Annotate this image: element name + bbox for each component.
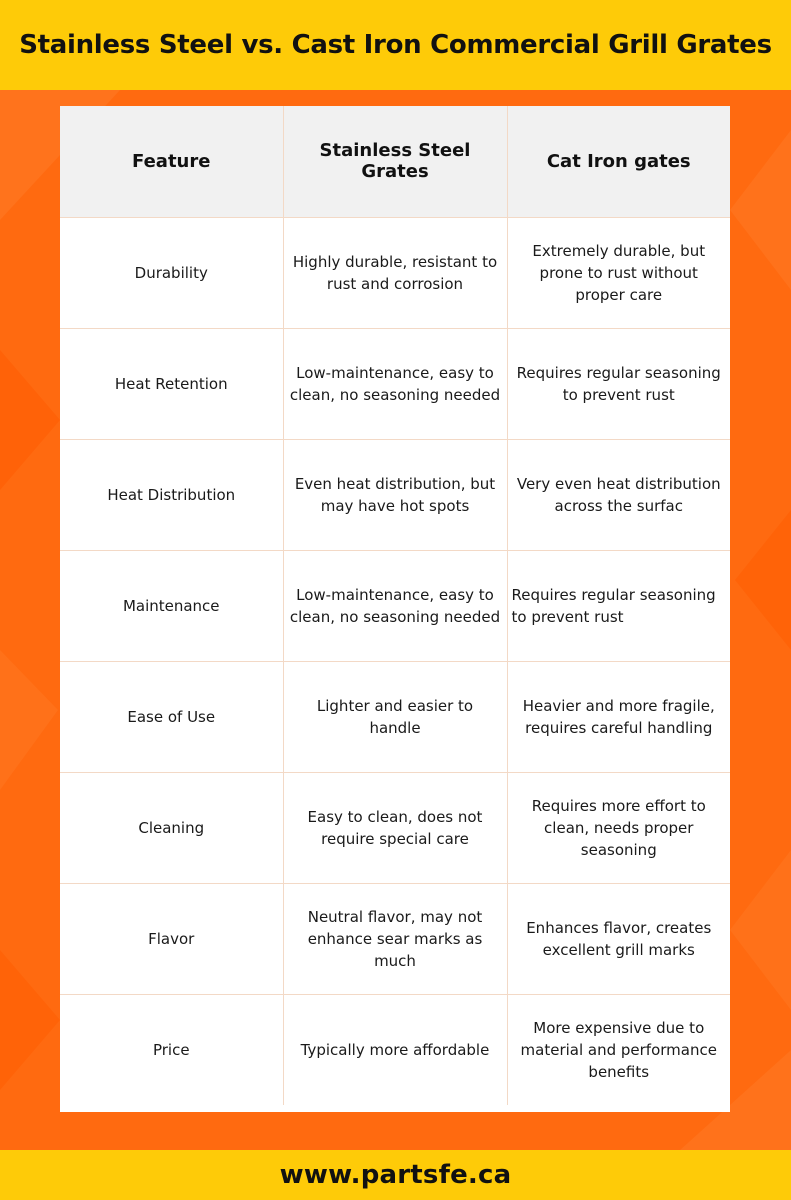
table-row xyxy=(60,550,730,661)
table-row xyxy=(60,217,730,328)
feature-cell: Price xyxy=(60,994,283,1105)
feature-cell: Maintenance xyxy=(60,550,283,661)
website-url[interactable]: www.partsfe.ca xyxy=(279,1160,512,1190)
feature-cell: Durability xyxy=(60,217,283,328)
feature-cell: Heat Retention xyxy=(60,328,283,439)
feature-cell: Ease of Use xyxy=(60,661,283,772)
footer-bar xyxy=(0,1150,791,1200)
page-title: Stainless Steel vs. Cast Iron Commercial Grill Grates xyxy=(19,30,772,60)
cast-iron-cell: Very even heat distribution across the surfac xyxy=(507,439,730,550)
cast-iron-cell: Extremely durable, but prone to rust without proper care xyxy=(507,217,730,328)
cast-iron-cell: Enhances flavor, creates excellent grill marks xyxy=(507,883,730,994)
feature-cell: Cleaning xyxy=(60,772,283,883)
table-row xyxy=(60,661,730,772)
stainless-cell: Typically more affordable xyxy=(283,994,507,1105)
comparison-table xyxy=(60,106,730,1105)
feature-cell: Heat Distribution xyxy=(60,439,283,550)
column-header-stainless: Stainless Steel Grates xyxy=(283,106,507,217)
column-header-cast-iron: Cat Iron gates xyxy=(507,106,730,217)
cast-iron-cell: Requires more effort to clean, needs proper seasoning xyxy=(507,772,730,883)
table-row xyxy=(60,439,730,550)
cast-iron-cell: Heavier and more fragile, requires careful handling xyxy=(507,661,730,772)
cast-iron-cell: Requires regular seasoning to prevent rust xyxy=(507,550,730,661)
comparison-table-card xyxy=(60,106,730,1112)
cast-iron-cell: More expensive due to material and performance benefits xyxy=(507,994,730,1105)
stainless-cell: Highly durable, resistant to rust and corrosion xyxy=(283,217,507,328)
feature-cell: Flavor xyxy=(60,883,283,994)
header-bar xyxy=(0,0,791,90)
stainless-cell: Even heat distribution, but may have hot spots xyxy=(283,439,507,550)
stainless-cell: Low-maintenance, easy to clean, no seasoning needed xyxy=(283,328,507,439)
table-row xyxy=(60,328,730,439)
table-row xyxy=(60,994,730,1105)
table-header-row xyxy=(60,106,730,217)
stainless-cell: Easy to clean, does not require special care xyxy=(283,772,507,883)
cast-iron-cell: Requires regular seasoning to prevent rust xyxy=(507,328,730,439)
column-header-feature: Feature xyxy=(60,106,283,217)
table-row xyxy=(60,772,730,883)
stainless-cell: Low-maintenance, easy to clean, no seasoning needed xyxy=(283,550,507,661)
table-row xyxy=(60,883,730,994)
stainless-cell: Lighter and easier to handle xyxy=(283,661,507,772)
stainless-cell: Neutral flavor, may not enhance sear marks as much xyxy=(283,883,507,994)
